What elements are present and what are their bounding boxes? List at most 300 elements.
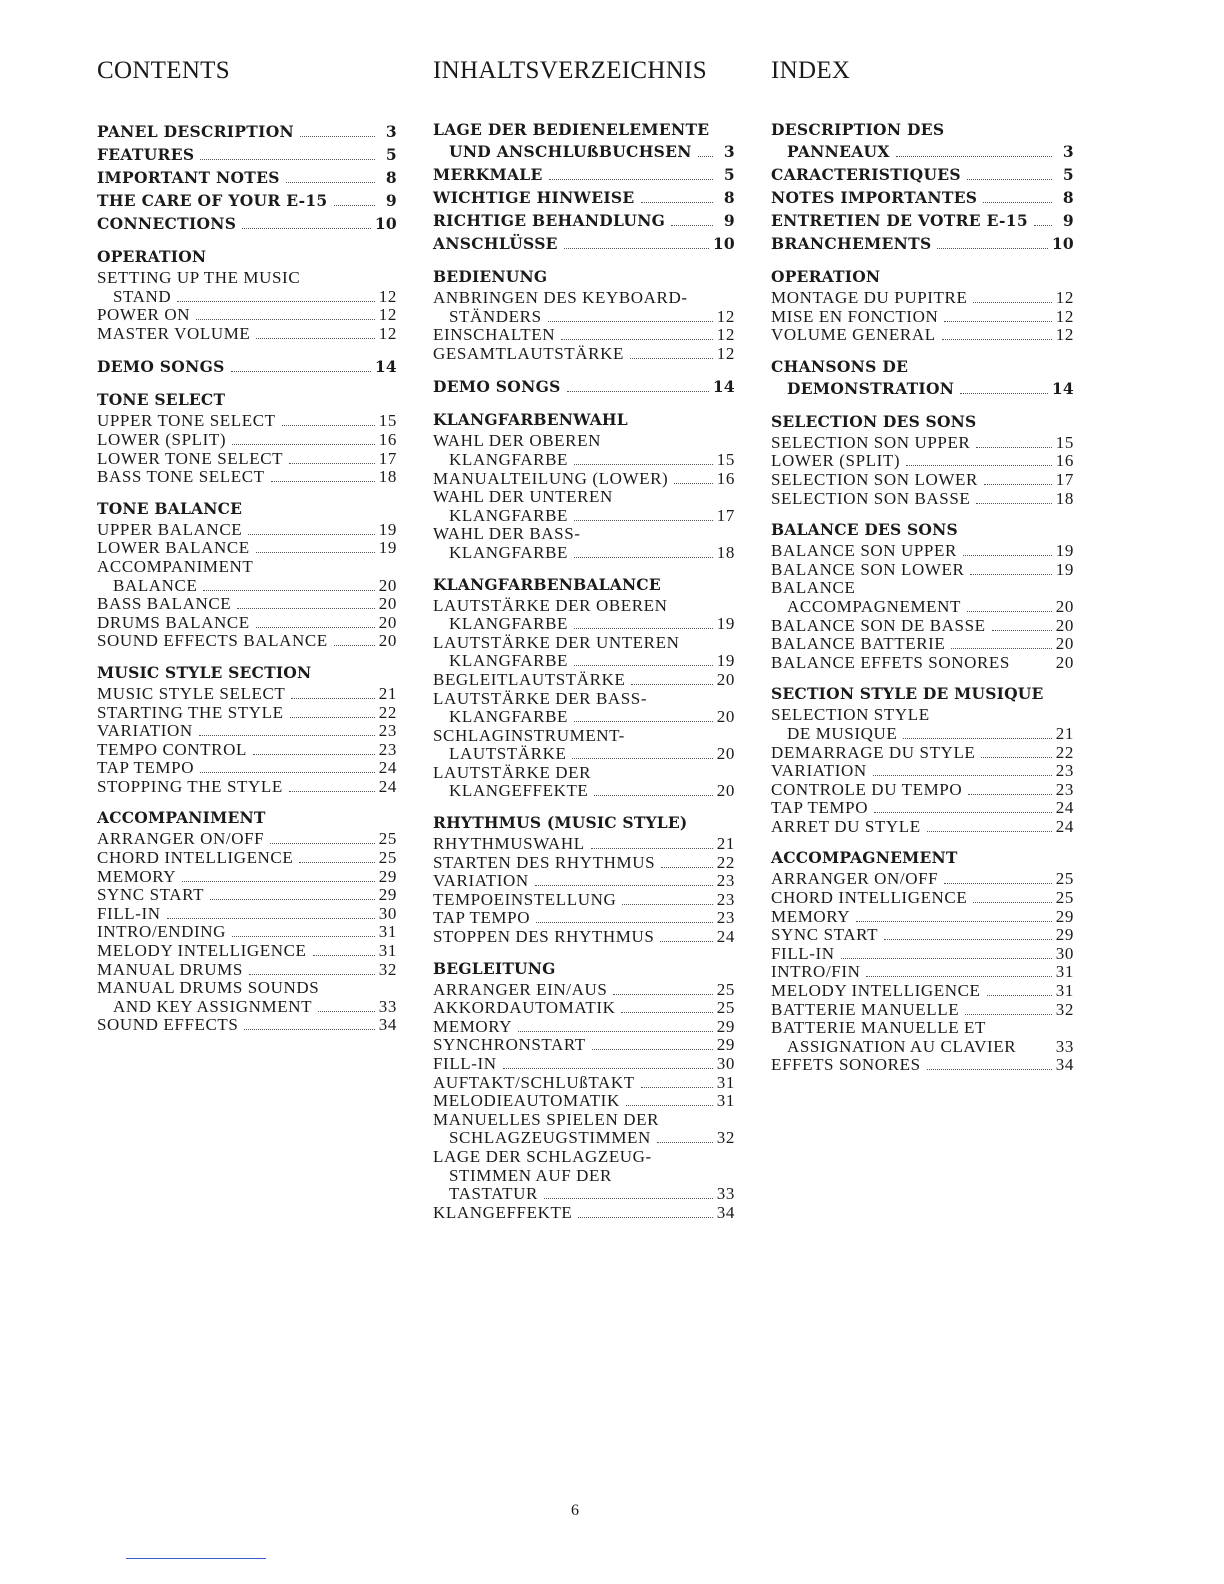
toc-entry-page: 20 <box>1055 634 1074 654</box>
toc-entry <box>433 1074 735 1093</box>
dot-leader <box>927 830 1052 832</box>
toc-entry-label: MELODIEAUTOMATIK <box>433 1091 620 1111</box>
toc-entry <box>771 889 1074 908</box>
dot-leader <box>641 1086 713 1088</box>
toc-entry-page: 31 <box>1055 962 1074 982</box>
toc-entry-label: KLANGFARBE <box>449 449 569 469</box>
toc-entry-label: UND ANSCHLUßBUCHSEN <box>449 142 692 161</box>
toc-entry-page: 29 <box>716 1016 735 1036</box>
toc-entry <box>97 166 397 189</box>
toc-entry-page: 22 <box>716 852 735 872</box>
toc-entry <box>771 908 1074 927</box>
toc-entry-page: 23 <box>716 889 735 909</box>
toc-entry-page: 24 <box>1055 816 1074 836</box>
toc-entry-label: KLANGFARBE <box>449 542 569 562</box>
dot-leader <box>574 519 713 521</box>
toc-entry-label: AUFTAKT/SCHLUßTAKT <box>433 1072 635 1092</box>
dot-leader <box>992 629 1052 631</box>
toc-entry-page: 30 <box>1055 943 1074 963</box>
toc-entry-label: DEMO SONGS <box>97 357 225 377</box>
toc-entry <box>433 727 735 764</box>
toc-entry-label: KLANGEFFEKTE <box>449 781 589 801</box>
dot-leader <box>983 201 1052 203</box>
section-title: ACCOMPANIMENT <box>97 808 266 828</box>
toc-section <box>771 120 1074 255</box>
dot-leader <box>199 734 375 736</box>
toc-entry-page: 18 <box>378 467 397 487</box>
toc-entry-page: 3 <box>1062 142 1074 161</box>
toc-entry-label: DEMONSTRATION <box>787 378 955 398</box>
toc-entry <box>97 923 397 942</box>
dot-leader <box>592 1048 713 1050</box>
dot-leader <box>286 181 375 183</box>
toc-entry <box>97 539 397 558</box>
toc-entry-label: TAP TEMPO <box>97 758 195 778</box>
toc-entry-page: 5 <box>1062 165 1074 184</box>
toc-entry <box>771 762 1074 781</box>
toc-entry-label: BEGLEITLAUTSTÄRKE <box>433 669 626 689</box>
toc-entry-page: 17 <box>716 505 735 525</box>
toc-entry-label: KLANGFARBE <box>449 707 569 727</box>
toc-entry-label: MANUAL DRUMS <box>97 959 243 979</box>
dot-leader <box>967 610 1052 612</box>
toc-entry-page: 19 <box>716 614 735 634</box>
toc-entry-label: MANUELLES SPIELEN DER <box>433 1109 660 1129</box>
toc-entry-label: BALANCE EFFETS SONORES <box>771 652 1010 672</box>
toc-section <box>97 808 397 1035</box>
toc-entry-label: POWER ON <box>97 305 191 325</box>
toc-entry-page: 12 <box>716 325 735 345</box>
toc-entry <box>771 120 1074 163</box>
dot-leader <box>660 940 712 942</box>
toc-entry-label: BRANCHEMENTS <box>771 234 932 253</box>
contents-column-german <box>433 56 735 1234</box>
toc-entry <box>771 744 1074 763</box>
toc-entry <box>97 979 397 1016</box>
dot-leader <box>182 880 375 882</box>
dot-leader <box>574 664 713 666</box>
toc-entry-label: DE MUSIQUE <box>787 723 898 743</box>
toc-entry-label: NOTES IMPORTANTES <box>771 188 978 207</box>
dot-leader <box>544 1197 713 1199</box>
toc-entry <box>771 635 1074 654</box>
section-title: BALANCE DES SONS <box>771 520 958 540</box>
toc-entry <box>433 909 735 928</box>
page-number: 6 <box>571 1502 579 1519</box>
toc-entry-page: 9 <box>723 211 735 230</box>
toc-entry-page: 20 <box>716 707 735 727</box>
toc-entry-label: WAHL DER OBEREN <box>433 431 601 451</box>
toc-entry-page: 14 <box>374 357 397 377</box>
toc-entry <box>97 412 397 431</box>
toc-entry <box>97 830 397 849</box>
toc-entry <box>433 1204 735 1223</box>
dot-leader <box>244 1028 374 1030</box>
toc-section <box>97 355 397 378</box>
toc-entry <box>433 289 735 326</box>
toc-entry <box>771 617 1074 636</box>
toc-entry-label: LAGE DER SCHLAGZEUG- <box>433 1146 652 1166</box>
toc-entry-page: 19 <box>378 519 397 539</box>
toc-entry <box>771 490 1074 509</box>
toc-section <box>97 499 397 651</box>
toc-entry-label: PANNEAUX <box>787 142 890 161</box>
toc-entry-page: 21 <box>716 834 735 854</box>
toc-entry <box>771 963 1074 982</box>
toc-entry-label: TAP TEMPO <box>771 798 869 818</box>
toc-entry-label: EINSCHALTEN <box>433 325 556 345</box>
dot-leader <box>210 898 375 900</box>
toc-entry-page: 29 <box>378 866 397 886</box>
toc-entry <box>771 1056 1074 1075</box>
toc-entry-label: SYNCHRONSTART <box>433 1035 586 1055</box>
toc-entry-page: 8 <box>723 188 735 207</box>
toc-section <box>433 575 735 802</box>
toc-entry-page: 10 <box>1051 234 1074 253</box>
toc-entry <box>97 558 397 595</box>
dot-leader <box>944 320 1051 322</box>
toc-entry-label: SCHLAGINSTRUMENT- <box>433 725 625 745</box>
toc-entry <box>97 325 397 344</box>
toc-entry-label: STAND <box>113 286 172 306</box>
toc-entry-page: 12 <box>378 286 397 306</box>
dot-leader <box>968 793 1052 795</box>
toc-entry-label: KLANGFARBE <box>449 651 569 671</box>
toc-entry-label: STÄNDERS <box>449 306 542 326</box>
toc-entry-label: TEMPO CONTROL <box>97 739 247 759</box>
dot-leader <box>841 957 1052 959</box>
toc-entry-page: 21 <box>1055 723 1074 743</box>
toc-entry-page: 20 <box>378 612 397 632</box>
toc-entry <box>433 690 735 727</box>
dot-leader <box>984 483 1052 485</box>
toc-entry-page: 14 <box>712 377 735 397</box>
section-title: RHYTHMUS (MUSIC STYLE) <box>433 813 688 833</box>
toc-entry-page: 17 <box>1055 469 1074 489</box>
toc-entry-page: 14 <box>1051 378 1074 398</box>
toc-entry-page: 12 <box>378 323 397 343</box>
toc-entry-label: ACCOMPAGNEMENT <box>787 596 962 616</box>
section-title: SELECTION DES SONS <box>771 411 977 431</box>
toc-entry-label: SELECTION SON UPPER <box>771 432 971 452</box>
dot-leader <box>503 1067 713 1069</box>
toc-entry <box>771 471 1074 490</box>
dot-leader <box>232 443 375 445</box>
toc-entry-label: SOUND EFFECTS BALANCE <box>97 631 328 651</box>
section-title: SECTION STYLE DE MUSIQUE <box>771 684 1044 704</box>
toc-section <box>433 267 735 363</box>
toc-entry <box>433 671 735 690</box>
dot-leader <box>903 737 1051 739</box>
dot-leader <box>906 464 1052 466</box>
toc-entry-page: 17 <box>378 448 397 468</box>
toc-entry-label: TEMPOEINSTELLUNG <box>433 889 617 909</box>
toc-entry-page: 25 <box>1055 869 1074 889</box>
dot-leader <box>237 607 375 609</box>
toc-entry-label: LOWER BALANCE <box>97 538 250 558</box>
dot-leader <box>657 1141 713 1143</box>
toc-entry-label: STOPPING THE STYLE <box>97 776 283 796</box>
dot-leader <box>196 318 375 320</box>
toc-entry-label: MASTER VOLUME <box>97 323 251 343</box>
dot-leader <box>973 301 1051 303</box>
toc-entry-page: 8 <box>385 168 397 187</box>
toc-entry-label: BALANCE <box>771 578 856 598</box>
toc-entry <box>433 1055 735 1074</box>
section-title: OPERATION <box>97 247 207 266</box>
toc-entry-page: 24 <box>378 776 397 796</box>
toc-entry-label: SELECTION SON LOWER <box>771 469 978 489</box>
toc-entry-label: STARTING THE STYLE <box>97 702 284 722</box>
dot-leader <box>622 903 712 905</box>
toc-entry-page: 31 <box>1055 981 1074 1001</box>
toc-entry-page: 9 <box>1062 211 1074 230</box>
dot-leader <box>334 644 375 646</box>
toc-entry-page: 20 <box>716 669 735 689</box>
dot-leader <box>177 300 374 302</box>
toc-section <box>97 663 397 797</box>
dot-leader <box>231 370 371 372</box>
toc-entry-label: INTRO/ENDING <box>97 922 227 942</box>
dot-leader <box>299 861 374 863</box>
toc-entry-label: VARIATION <box>771 761 867 781</box>
toc-entry-page: 23 <box>1055 779 1074 799</box>
toc-entry-label: KLANGFARBE <box>449 614 569 634</box>
section-title: BEDIENUNG <box>433 267 548 286</box>
contents-column-french <box>771 56 1074 1087</box>
toc-entry-label: FEATURES <box>97 145 195 164</box>
toc-entry <box>433 163 735 186</box>
toc-entry <box>771 308 1074 327</box>
footer-rule <box>126 1558 266 1559</box>
toc-section <box>771 684 1074 836</box>
toc-entry-label: SYNC START <box>771 925 879 945</box>
toc-entry-label: BALANCE SON DE BASSE <box>771 615 986 635</box>
toc-entry-page: 29 <box>1055 925 1074 945</box>
toc-entry <box>771 799 1074 818</box>
toc-entry-page: 16 <box>716 468 735 488</box>
dot-leader <box>960 392 1048 394</box>
dot-leader <box>970 573 1051 575</box>
toc-entry <box>97 450 397 469</box>
dot-leader <box>896 155 1052 157</box>
section-list <box>97 120 397 1035</box>
dot-leader <box>987 994 1052 996</box>
toc-entry-page: 25 <box>378 848 397 868</box>
dot-leader <box>621 1011 712 1013</box>
toc-entry <box>771 232 1074 255</box>
toc-entry <box>771 357 1074 400</box>
dot-leader <box>631 683 712 685</box>
dot-leader <box>937 247 1047 249</box>
toc-entry-page: 32 <box>716 1128 735 1148</box>
toc-entry-page: 29 <box>716 1035 735 1055</box>
dot-leader <box>626 1104 713 1106</box>
toc-entry-label: LAUTSTÄRKE DER OBEREN <box>433 595 668 615</box>
dot-leader <box>574 720 713 722</box>
toc-entry-page: 33 <box>716 1184 735 1204</box>
toc-entry <box>771 1001 1074 1020</box>
toc-entry <box>433 872 735 891</box>
toc-entry <box>97 614 397 633</box>
toc-entry <box>433 186 735 209</box>
toc-entry <box>771 209 1074 232</box>
toc-entry-label: MEMORY <box>97 866 177 886</box>
toc-entry-page: 12 <box>378 305 397 325</box>
toc-entry-page: 16 <box>1055 451 1074 471</box>
section-title: TONE SELECT <box>97 390 226 410</box>
toc-entry-label: CONNECTIONS <box>97 214 237 233</box>
toc-section <box>433 959 735 1223</box>
toc-entry <box>433 981 735 1000</box>
dot-leader <box>951 647 1051 649</box>
dot-leader <box>290 716 375 718</box>
toc-entry-page: 19 <box>1055 559 1074 579</box>
toc-entry <box>771 818 1074 837</box>
dot-leader <box>1034 224 1052 226</box>
dot-leader <box>671 224 713 226</box>
section-title: MUSIC STYLE SECTION <box>97 662 312 682</box>
toc-entry-page: 29 <box>1055 906 1074 926</box>
toc-entry-page: 25 <box>716 998 735 1018</box>
toc-entry-label: IMPORTANT NOTES <box>97 168 280 187</box>
dot-leader <box>300 135 375 137</box>
dot-leader <box>256 551 375 553</box>
toc-entry-page: 33 <box>1055 1036 1074 1056</box>
toc-entry-label: BATTERIE MANUELLE <box>771 999 960 1019</box>
toc-entry-page: 31 <box>716 1072 735 1092</box>
toc-entry <box>97 778 397 797</box>
toc-entry-label: MISE EN FONCTION <box>771 306 939 326</box>
dot-leader <box>256 337 374 339</box>
dot-leader <box>567 390 709 392</box>
section-list <box>771 120 1074 1075</box>
dot-leader <box>574 556 713 558</box>
toc-entry-page: 20 <box>378 631 397 651</box>
toc-entry-label: SETTING UP THE MUSIC <box>97 268 301 287</box>
toc-section <box>771 848 1074 1075</box>
toc-entry-page: 34 <box>1055 1055 1074 1075</box>
toc-entry-page: 23 <box>378 739 397 759</box>
toc-entry <box>97 468 397 487</box>
toc-entry-page: 31 <box>716 1091 735 1111</box>
toc-entry-label: PANEL DESCRIPTION <box>97 122 294 141</box>
toc-entry-page: 20 <box>378 575 397 595</box>
dot-leader <box>518 1030 713 1032</box>
toc-entry-page: 22 <box>1055 742 1074 762</box>
toc-entry-page: 25 <box>378 829 397 849</box>
toc-entry-page: 32 <box>1055 999 1074 1019</box>
toc-entry <box>97 704 397 723</box>
toc-entry-page: 12 <box>1055 288 1074 307</box>
dot-leader <box>574 463 713 465</box>
dot-leader <box>1016 667 1052 668</box>
dot-leader <box>289 790 375 792</box>
dot-leader <box>167 917 375 919</box>
section-list <box>433 120 735 1222</box>
toc-entry-page: 24 <box>716 927 735 947</box>
dot-leader <box>249 973 375 975</box>
toc-entry <box>97 886 397 905</box>
toc-entry-label: DESCRIPTION DES <box>771 120 945 139</box>
toc-entry-label: WICHTIGE HINWEISE <box>433 188 635 207</box>
dot-leader <box>200 158 375 160</box>
toc-entry-page: 18 <box>1055 488 1074 508</box>
toc-entry <box>433 375 735 398</box>
section-title: TONE BALANCE <box>97 498 243 518</box>
toc-entry <box>433 764 735 801</box>
toc-entry <box>433 597 735 634</box>
toc-entry-label: ANBRINGEN DES KEYBOARD- <box>433 288 688 307</box>
column-title: INDEX <box>771 57 851 84</box>
toc-entry-label: BALANCE BATTERIE <box>771 634 946 654</box>
toc-entry <box>97 759 397 778</box>
dot-leader <box>591 847 713 849</box>
toc-entry-page: 33 <box>378 996 397 1016</box>
dot-leader <box>661 866 713 868</box>
toc-section <box>771 412 1074 508</box>
toc-entry <box>97 269 397 306</box>
dot-leader <box>976 502 1051 504</box>
toc-entry <box>771 186 1074 209</box>
toc-section <box>771 267 1074 345</box>
toc-entry <box>97 685 397 704</box>
toc-entry <box>433 1036 735 1055</box>
dot-leader <box>291 697 374 699</box>
toc-entry-label: INTRO/FIN <box>771 962 861 982</box>
toc-entry-page: 23 <box>378 721 397 741</box>
toc-entry-page: 3 <box>723 142 735 161</box>
toc-entry <box>771 654 1074 673</box>
toc-entry <box>433 1148 735 1204</box>
toc-entry-label: LOWER TONE SELECT <box>97 448 284 468</box>
toc-entry-label: CHORD INTELLIGENCE <box>771 888 968 908</box>
toc-entry <box>97 632 397 651</box>
toc-entry-label: LAUTSTÄRKE DER UNTEREN <box>433 632 680 652</box>
toc-entry <box>433 326 735 345</box>
dot-leader <box>965 1013 1052 1015</box>
toc-entry-label: BALANCE <box>113 575 198 595</box>
toc-entry-page: 34 <box>716 1202 735 1222</box>
dot-leader <box>232 935 375 937</box>
dot-leader <box>967 178 1052 180</box>
toc-entry-page: 32 <box>378 959 397 979</box>
dot-leader <box>253 753 375 755</box>
toc-entry-label: LAGE DER BEDIENELEMENTE <box>433 120 710 139</box>
dot-leader <box>856 920 1052 922</box>
toc-entry <box>97 120 397 143</box>
toc-entry-page: 19 <box>378 538 397 558</box>
toc-entry-label: BASS TONE SELECT <box>97 467 265 487</box>
toc-entry-label: MELODY INTELLIGENCE <box>97 941 307 961</box>
toc-entry-label: CHORD INTELLIGENCE <box>97 848 294 868</box>
dot-leader <box>256 626 375 628</box>
toc-entry-label: TAP TEMPO <box>433 908 531 928</box>
toc-entry-page: 12 <box>716 343 735 363</box>
toc-entry <box>433 854 735 873</box>
toc-entry-label: VARIATION <box>433 871 529 891</box>
toc-entry <box>771 706 1074 743</box>
toc-entry-page: 31 <box>378 941 397 961</box>
toc-entry <box>433 835 735 854</box>
toc-entry-label: MEMORY <box>433 1016 513 1036</box>
toc-section <box>433 813 735 947</box>
section-title: KLANGFARBENWAHL <box>433 410 628 430</box>
toc-entry-label: TASTATUR <box>449 1184 538 1204</box>
dot-leader <box>578 1216 712 1218</box>
toc-entry-label: ANSCHLÜSSE <box>433 234 558 253</box>
toc-entry <box>97 722 397 741</box>
